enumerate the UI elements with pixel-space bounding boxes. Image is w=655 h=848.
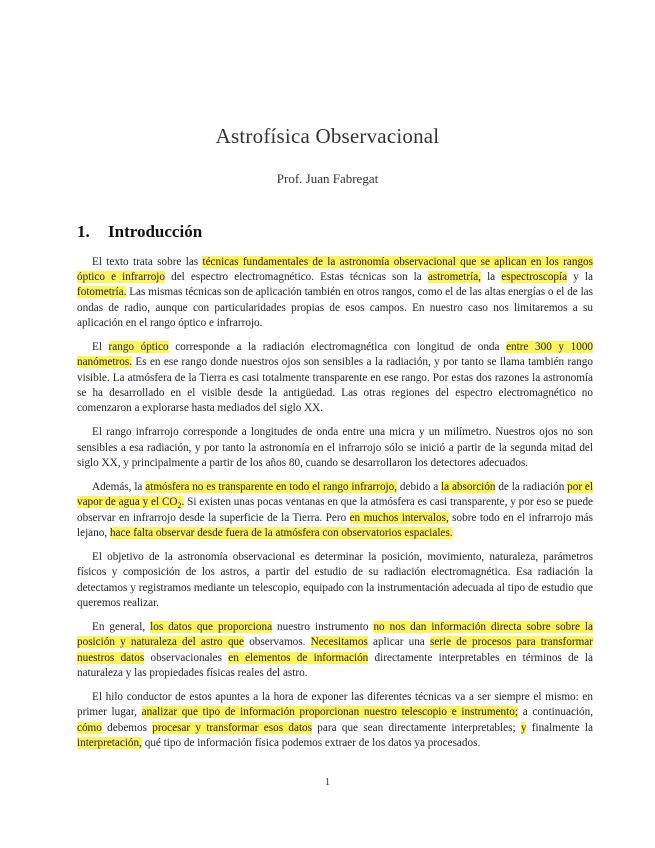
- highlighted-text: atmósfera no es transparente en todo el rango infrarrojo,: [145, 481, 398, 494]
- highlighted-text: serie de procesos para transformar nuestros datos: [77, 636, 593, 664]
- highlighted-text: en elementos de información: [228, 651, 369, 664]
- paragraph: [77, 690, 593, 751]
- paragraph-text: aplicar una: [367, 636, 430, 649]
- section-number: 1.: [77, 222, 90, 241]
- paragraph-text: finalmente la: [526, 721, 593, 734]
- paragraph-text: de la radiación: [495, 481, 568, 494]
- section-title: Introducción: [108, 222, 203, 241]
- paragraph-text: debemos: [101, 721, 153, 734]
- paragraph-text: observacionales: [144, 651, 229, 664]
- paragraph-text: la: [480, 271, 502, 284]
- paragraph: [77, 255, 593, 331]
- highlighted-text: los datos que proporciona: [150, 621, 273, 634]
- paragraph-text: sobre todo en el infrarrojo más lejano,: [77, 511, 593, 539]
- highlighted-text: técnicas fundamentales de la astronomía observacional que se aplican en los rangos óptico e infrarrojo: [77, 256, 593, 284]
- page-number: 1: [324, 777, 331, 788]
- section-body: [77, 255, 593, 760]
- highlighted-text: espectroscopía: [501, 271, 568, 284]
- paragraph: [77, 550, 593, 611]
- paragraph-text: y la: [567, 271, 593, 284]
- paragraph-text: Además, la: [92, 481, 146, 494]
- paragraph-text: directamente interpretables en términos de la naturaleza y las propiedades físicas reales del astro.: [77, 651, 593, 679]
- highlighted-text: en muchos intervalos,: [349, 511, 449, 524]
- highlighted-text: cómo: [77, 721, 102, 734]
- paragraph-text: a continuación,: [517, 706, 593, 719]
- highlighted-text: la absorción: [441, 481, 496, 494]
- paragraph-text: Si existen unas pocas ventanas en que la atmósfera es casi transparente, y por eso se puede observar en infrarrojo desde la superficie de la Tierra. Pero: [77, 496, 594, 524]
- paragraph-text: El objetivo de la astronomía observacional es determinar la posición, movimiento, naturaleza, parámetros físicos y composición de los astros, a partir del estudio de su radiación electromagnética. Esa radiación la detectamos y registramos mediante un telescopio, equipado con la instrumentación adecuada al tipo de estudio que queremos realizar.: [77, 551, 593, 609]
- paragraph-text: qué tipo de información física podemos extraer de los datos ya procesados.: [141, 736, 481, 749]
- highlighted-text: rango óptico: [108, 341, 169, 354]
- highlighted-text: Necesitamos: [310, 636, 368, 649]
- paragraph-text: del espectro electromagnético. Estas técnicas son la: [165, 271, 428, 284]
- highlighted-text: .: [181, 496, 185, 509]
- highlighted-text: hace falta observar desde fuera de la atmósfera con observatorios espaciales.: [109, 526, 453, 539]
- document-title: Astrofísica Observacional: [215, 124, 440, 148]
- highlighted-text: procesar y transformar esos datos: [152, 721, 312, 734]
- highlighted-text: analizar que tipo de información proporcionan nuestro telescopio e instrumento;: [141, 706, 518, 719]
- highlighted-text: interpretación,: [77, 736, 142, 749]
- highlighted-text: 2: [178, 496, 182, 508]
- paragraph: [77, 620, 593, 681]
- paragraph-text: Las mismas técnicas son de aplicación también en otros rangos, como el de las altas energías o el de las ondas de radio, aunque con particularidades propias de esos campos. En nuestro caso nos limitaremos a su aplicación en el rango óptico e infrarrojo.: [77, 286, 593, 329]
- paragraph-text: El: [92, 341, 109, 354]
- paragraph: [77, 480, 593, 541]
- paragraph: [77, 425, 593, 471]
- paragraph-text: debido a: [397, 481, 442, 494]
- paragraph-text: El hilo conductor de estos apuntes a la hora de exponer las diferentes técnicas va a ser siempre el mismo: en primer lugar,: [77, 691, 593, 719]
- highlighted-text: por el vapor de agua y el CO: [77, 481, 593, 509]
- section-heading: [77, 222, 202, 242]
- highlighted-text: fotometría.: [77, 286, 127, 299]
- paragraph-text: observamos.: [244, 636, 311, 649]
- paragraph-text: El rango infrarrojo corresponde a longitudes de onda entre una micra y un milímetro. Nuestros ojos no son sensibles a esa radiación, y por tanto la astronomía en el infrarrojo sólo se inició a partir de la segunda mitad del siglo XX, y principalmente a partir de los años 80, cuando se desarrollaron los detectores adecuados.: [77, 426, 593, 469]
- highlighted-text: astrometría,: [427, 271, 481, 284]
- highlighted-text: no nos dan información directa sobre sobre la posición y naturaleza del astro que: [77, 621, 593, 649]
- paragraph-text: nuestro instrumento: [272, 621, 374, 634]
- paragraph-text: corresponde a la radiación electromagnética con longitud de onda: [168, 341, 507, 354]
- paragraph-text: para que sean directamente interpretables;: [312, 721, 521, 734]
- paragraph-text: En general,: [92, 621, 151, 634]
- paragraph: [77, 340, 593, 416]
- document-author: Prof. Juan Fabregat: [276, 171, 379, 186]
- highlighted-text: y: [520, 721, 527, 734]
- paragraph-text: El texto trata sobre las: [92, 256, 203, 268]
- highlighted-text: entre 300 y 1000 nanómetros.: [77, 341, 594, 369]
- paragraph-text: Es en ese rango donde nuestros ojos son sensibles a la radiación, y por tanto se llama también rango visible. La atmósfera de la Tierra es casi totalmente transparente en ese rango. Por estas dos razones la astronomía se ha desarrollado en el visible desde la antigüedad. Las otras regiones del espectro electromagnético no comenzaron a explorarse hasta mediados del siglo XX.: [77, 356, 593, 415]
